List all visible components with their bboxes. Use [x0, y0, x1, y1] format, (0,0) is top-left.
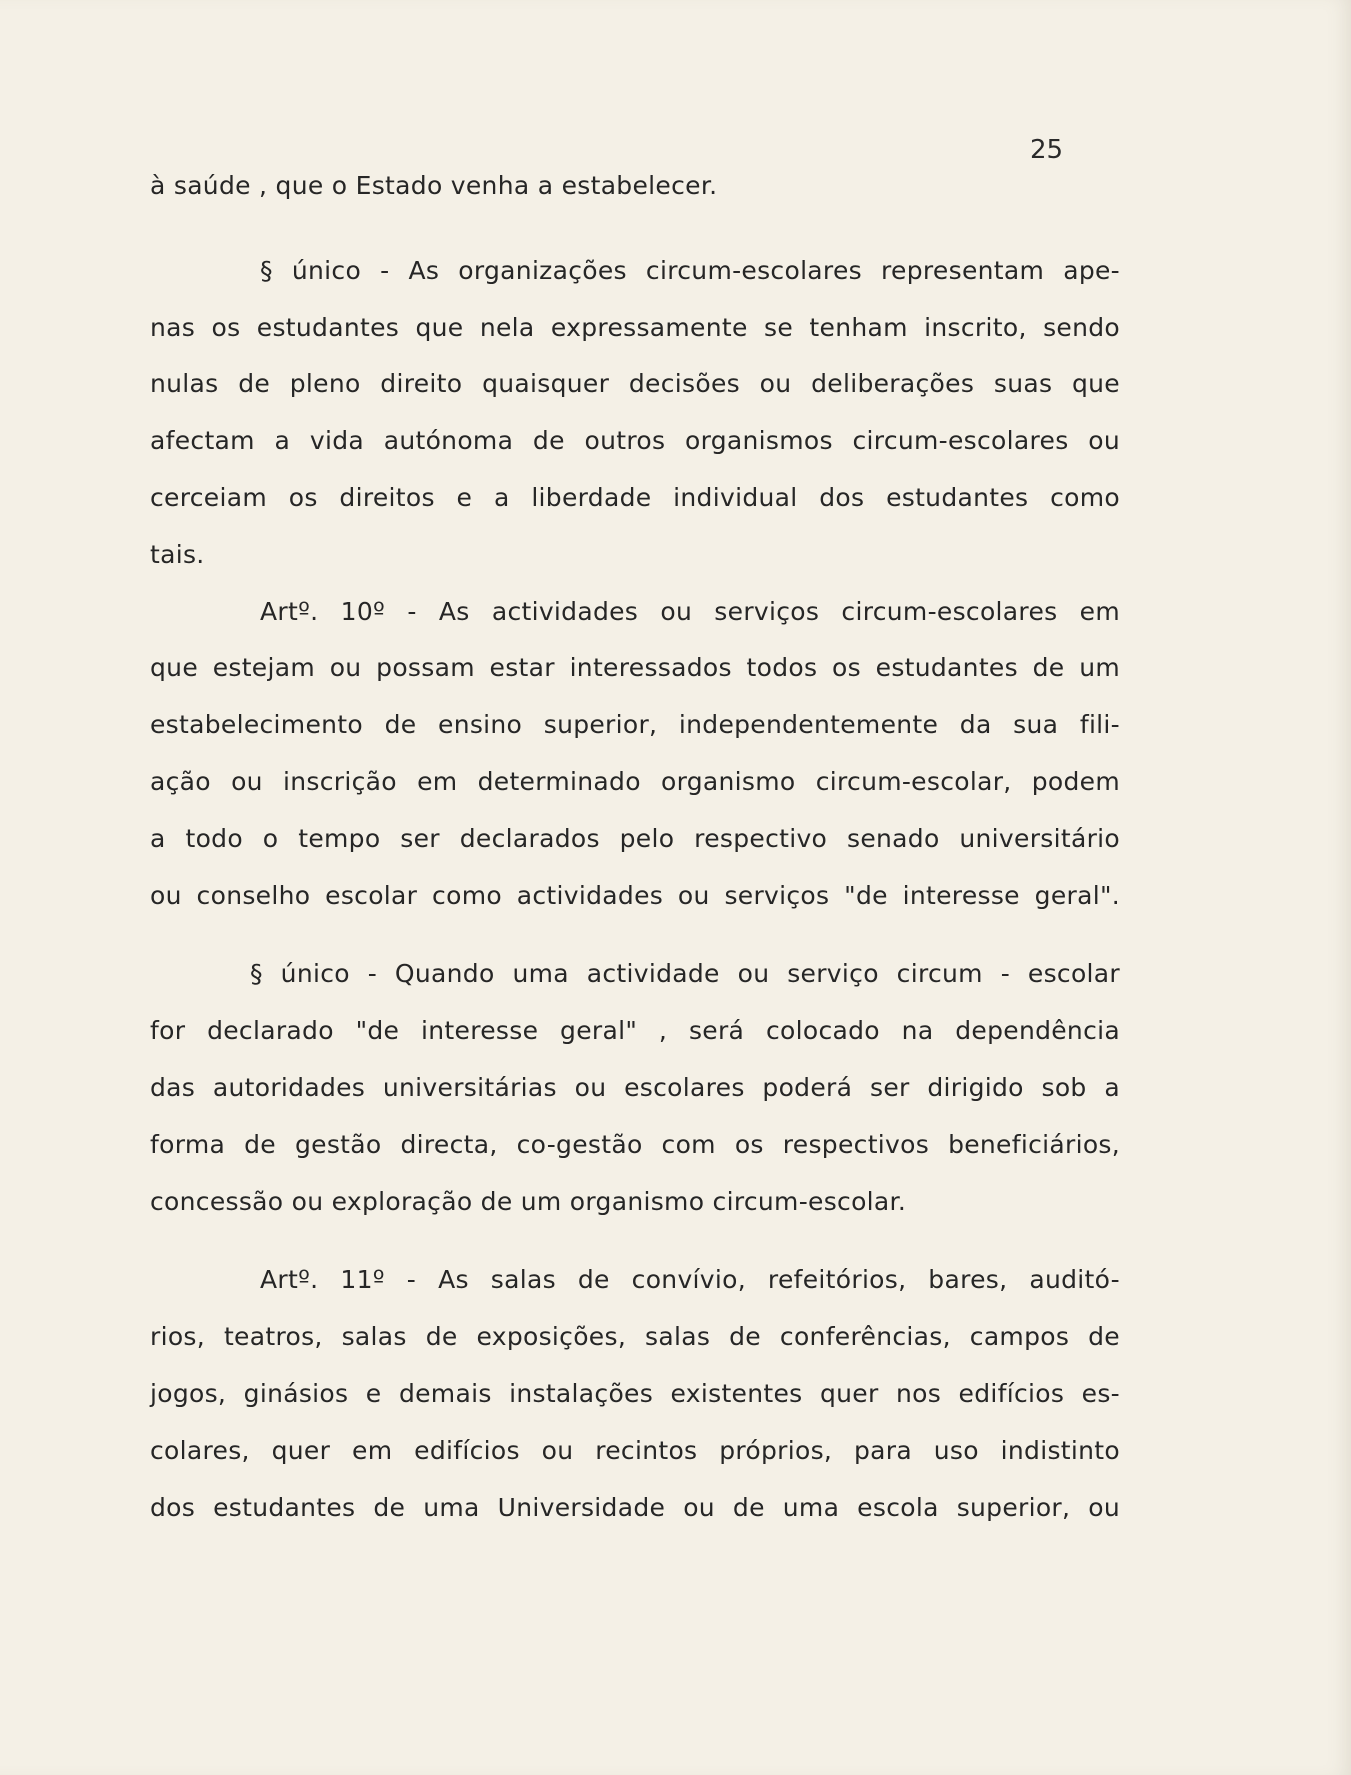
text-line: das autoridades universitárias ou escolares poderá ser dirigido sob a — [150, 1072, 1120, 1102]
paragraph-unico-2 — [150, 946, 1120, 1230]
text-line: dos estudantes de uma Universidade ou de uma escola superior, ou — [150, 1492, 1120, 1522]
paragraph-artigo-10 — [150, 584, 1120, 925]
paragraph-artigo-11 — [150, 1252, 1120, 1536]
text-line: que estejam ou possam estar interessados todos os estudantes de um — [150, 653, 1120, 683]
text-line: Artº. 11º - As salas de convívio, refeitórios, bares, auditó- — [260, 1265, 1120, 1295]
text-line: forma de gestão directa, co-gestão com os respectivos beneficiários, — [150, 1129, 1120, 1159]
text-line: estabelecimento de ensino superior, independentemente da sua fili- — [150, 710, 1120, 740]
text-line: a todo o tempo ser declarados pelo respectivo senado universitário — [150, 823, 1120, 853]
text-line: afectam a vida autónoma de outros organismos circum-escolares ou — [150, 426, 1120, 456]
text-line: nulas de pleno direito quaisquer decisões ou deliberações suas que — [150, 369, 1120, 399]
text-line: à saúde , que o Estado venha a estabelecer. — [150, 171, 718, 200]
text-line: ou conselho escolar como actividades ou serviços "de interesse geral". — [150, 880, 1120, 910]
text-line: § único - Quando uma actividade ou serviço circum - escolar — [250, 959, 1120, 989]
text-line: colares, quer em edifícios ou recintos próprios, para uso indistinto — [150, 1435, 1120, 1465]
text-line: concessão ou exploração de um organismo circum-escolar. — [150, 1186, 907, 1216]
text-line: tais. — [150, 539, 205, 569]
text-line: rios, teatros, salas de exposições, salas de conferências, campos de — [150, 1322, 1120, 1352]
text-line: cerceiam os direitos e a liberdade individual dos estudantes como — [150, 482, 1120, 512]
text-line: for declarado "de interesse geral" , será colocado na dependência — [150, 1016, 1120, 1046]
text-line: § único - As organizações circum-escolares representam ape- — [260, 255, 1120, 285]
paragraph-unico-1 — [150, 243, 1120, 584]
document-body — [150, 158, 1120, 1536]
page-number: 25 — [1030, 135, 1064, 165]
text-line: ação ou inscrição em determinado organismo circum-escolar, podem — [150, 766, 1120, 796]
text-line: jogos, ginásios e demais instalações existentes quer nos edifícios es- — [150, 1378, 1120, 1408]
text-line: nas os estudantes que nela expressamente se tenham inscrito, sendo — [150, 312, 1120, 342]
text-line: Artº. 10º - As actividades ou serviços circum-escolares em — [260, 596, 1120, 626]
